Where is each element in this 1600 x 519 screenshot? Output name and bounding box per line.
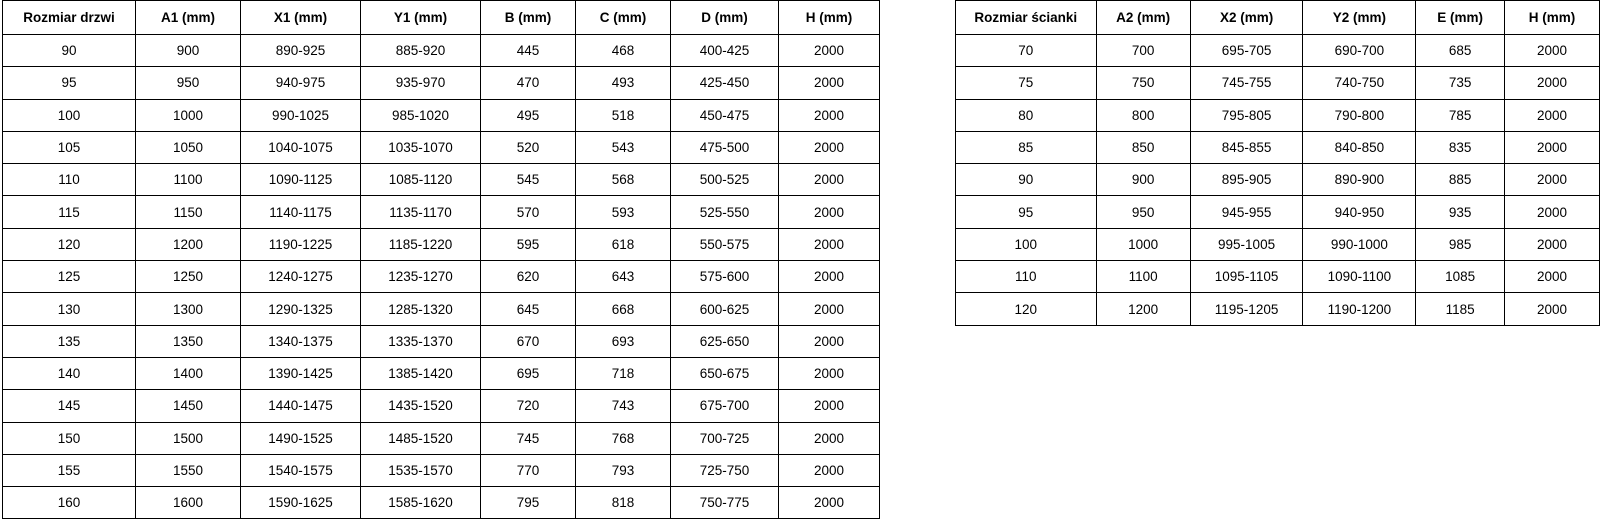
table-cell: 745-755 — [1190, 67, 1303, 99]
table-cell: 2000 — [1505, 228, 1600, 260]
table-row — [3, 390, 880, 422]
column-header-h: H (mm) — [1505, 1, 1600, 35]
table-row — [956, 131, 1600, 163]
table-cell: 2000 — [779, 228, 880, 260]
table-cell: 470 — [481, 67, 576, 99]
table-cell: 120 — [956, 293, 1097, 325]
table-row — [3, 487, 880, 519]
table-cell: 2000 — [779, 293, 880, 325]
table-cell: 940-975 — [241, 67, 361, 99]
walls-table-body — [956, 35, 1600, 326]
table-cell: 1235-1270 — [361, 261, 481, 293]
table-cell: 1440-1475 — [241, 390, 361, 422]
table-row — [3, 357, 880, 389]
table-cell: 475-500 — [671, 131, 779, 163]
table-cell: 105 — [3, 131, 136, 163]
table-cell: 1000 — [1096, 228, 1190, 260]
table-cell: 1090-1125 — [241, 164, 361, 196]
table-cell: 525-550 — [671, 196, 779, 228]
table-cell: 800 — [1096, 99, 1190, 131]
table-cell: 135 — [3, 325, 136, 357]
table-cell: 1185-1220 — [361, 228, 481, 260]
table-cell: 2000 — [779, 261, 880, 293]
table-cell: 620 — [481, 261, 576, 293]
column-header-e: E (mm) — [1416, 1, 1505, 35]
table-cell: 90 — [3, 35, 136, 67]
table-cell: 1390-1425 — [241, 357, 361, 389]
table-cell: 750-775 — [671, 487, 779, 519]
table-cell: 2000 — [779, 67, 880, 99]
table-header-row — [956, 1, 1600, 35]
table-cell: 110 — [3, 164, 136, 196]
table-cell: 950 — [136, 67, 241, 99]
table-row — [3, 35, 880, 67]
table-row — [3, 454, 880, 486]
table-cell: 985 — [1416, 228, 1505, 260]
column-header-d: D (mm) — [671, 1, 779, 35]
table-cell: 885 — [1416, 164, 1505, 196]
table-cell: 110 — [956, 261, 1097, 293]
table-cell: 720 — [481, 390, 576, 422]
table-cell: 495 — [481, 99, 576, 131]
table-row — [3, 196, 880, 228]
table-cell: 1485-1520 — [361, 422, 481, 454]
table-cell: 2000 — [779, 99, 880, 131]
table-cell: 1140-1175 — [241, 196, 361, 228]
table-cell: 935-970 — [361, 67, 481, 99]
table-cell: 2000 — [779, 325, 880, 357]
table-cell: 2000 — [779, 487, 880, 519]
table-cell: 795 — [481, 487, 576, 519]
table-cell: 450-475 — [671, 99, 779, 131]
table-row — [3, 422, 880, 454]
table-cell: 675-700 — [671, 390, 779, 422]
table-cell: 645 — [481, 293, 576, 325]
table-cell: 795-805 — [1190, 99, 1303, 131]
table-row — [3, 131, 880, 163]
table-cell: 790-800 — [1303, 99, 1416, 131]
table-cell: 2000 — [1505, 164, 1600, 196]
table-row — [956, 293, 1600, 325]
table-cell: 735 — [1416, 67, 1505, 99]
table-cell: 725-750 — [671, 454, 779, 486]
table-cell: 520 — [481, 131, 576, 163]
table-row — [956, 228, 1600, 260]
table-cell: 543 — [576, 131, 671, 163]
table-cell: 700-725 — [671, 422, 779, 454]
table-cell: 550-575 — [671, 228, 779, 260]
table-cell: 718 — [576, 357, 671, 389]
table-cell: 1590-1625 — [241, 487, 361, 519]
table-row — [956, 99, 1600, 131]
table-cell: 1190-1200 — [1303, 293, 1416, 325]
table-row — [3, 325, 880, 357]
table-cell: 1240-1275 — [241, 261, 361, 293]
table-cell: 643 — [576, 261, 671, 293]
table-row — [3, 293, 880, 325]
table-cell: 95 — [3, 67, 136, 99]
table-cell: 750 — [1096, 67, 1190, 99]
table-cell: 2000 — [779, 164, 880, 196]
table-cell: 1500 — [136, 422, 241, 454]
table-cell: 785 — [1416, 99, 1505, 131]
table-cell: 2000 — [1505, 196, 1600, 228]
table-cell: 100 — [3, 99, 136, 131]
table-cell: 2000 — [1505, 293, 1600, 325]
table-cell: 985-1020 — [361, 99, 481, 131]
table-cell: 1350 — [136, 325, 241, 357]
table-cell: 2000 — [1505, 99, 1600, 131]
table-cell: 840-850 — [1303, 131, 1416, 163]
table-row — [956, 261, 1600, 293]
table-cell: 1490-1525 — [241, 422, 361, 454]
column-header-c: C (mm) — [576, 1, 671, 35]
table-cell: 70 — [956, 35, 1097, 67]
table-cell: 75 — [956, 67, 1097, 99]
table-row — [956, 196, 1600, 228]
column-header-y1: Y1 (mm) — [361, 1, 481, 35]
table-cell: 1600 — [136, 487, 241, 519]
table-cell: 2000 — [779, 357, 880, 389]
doors-dimensions-table — [2, 0, 880, 519]
table-cell: 745 — [481, 422, 576, 454]
table-cell: 130 — [3, 293, 136, 325]
table-cell: 1385-1420 — [361, 357, 481, 389]
table-cell: 1290-1325 — [241, 293, 361, 325]
table-cell: 160 — [3, 487, 136, 519]
table-cell: 2000 — [779, 196, 880, 228]
table-header-row — [3, 1, 880, 35]
table-cell: 835 — [1416, 131, 1505, 163]
table-cell: 1185 — [1416, 293, 1505, 325]
table-cell: 1090-1100 — [1303, 261, 1416, 293]
table-cell: 95 — [956, 196, 1097, 228]
walls-table-header — [956, 1, 1600, 35]
table-cell: 400-425 — [671, 35, 779, 67]
table-cell: 445 — [481, 35, 576, 67]
table-cell: 618 — [576, 228, 671, 260]
table-cell: 85 — [956, 131, 1097, 163]
table-cell: 695-705 — [1190, 35, 1303, 67]
table-cell: 2000 — [1505, 131, 1600, 163]
table-cell: 1300 — [136, 293, 241, 325]
table-cell: 468 — [576, 35, 671, 67]
table-cell: 650-675 — [671, 357, 779, 389]
table-row — [3, 164, 880, 196]
table-cell: 700 — [1096, 35, 1190, 67]
column-header-h: H (mm) — [779, 1, 880, 35]
table-cell: 2000 — [779, 131, 880, 163]
table-cell: 1195-1205 — [1190, 293, 1303, 325]
table-cell: 1100 — [1096, 261, 1190, 293]
walls-dimensions-table — [955, 0, 1600, 326]
table-cell: 900 — [136, 35, 241, 67]
table-cell: 125 — [3, 261, 136, 293]
table-cell: 145 — [3, 390, 136, 422]
doors-table-body — [3, 35, 880, 519]
table-cell: 90 — [956, 164, 1097, 196]
table-cell: 885-920 — [361, 35, 481, 67]
table-cell: 768 — [576, 422, 671, 454]
table-cell: 600-625 — [671, 293, 779, 325]
table-cell: 940-950 — [1303, 196, 1416, 228]
table-cell: 1335-1370 — [361, 325, 481, 357]
column-header-x2: X2 (mm) — [1190, 1, 1303, 35]
table-cell: 120 — [3, 228, 136, 260]
column-header-b: B (mm) — [481, 1, 576, 35]
table-cell: 990-1025 — [241, 99, 361, 131]
table-cell: 595 — [481, 228, 576, 260]
table-cell: 1040-1075 — [241, 131, 361, 163]
table-cell: 995-1005 — [1190, 228, 1303, 260]
table-cell: 1035-1070 — [361, 131, 481, 163]
table-cell: 575-600 — [671, 261, 779, 293]
table-cell: 743 — [576, 390, 671, 422]
table-cell: 593 — [576, 196, 671, 228]
table-row — [956, 164, 1600, 196]
table-cell: 518 — [576, 99, 671, 131]
table-cell: 2000 — [1505, 67, 1600, 99]
table-cell: 818 — [576, 487, 671, 519]
table-cell: 845-855 — [1190, 131, 1303, 163]
table-cell: 155 — [3, 454, 136, 486]
table-cell: 2000 — [1505, 261, 1600, 293]
column-header-rozmiar-scianki: Rozmiar ścianki — [956, 1, 1097, 35]
table-cell: 100 — [956, 228, 1097, 260]
column-header-a1: A1 (mm) — [136, 1, 241, 35]
table-cell: 850 — [1096, 131, 1190, 163]
column-header-y2: Y2 (mm) — [1303, 1, 1416, 35]
table-cell: 1285-1320 — [361, 293, 481, 325]
table-cell: 150 — [3, 422, 136, 454]
table-cell: 80 — [956, 99, 1097, 131]
table-cell: 1400 — [136, 357, 241, 389]
table-cell: 1450 — [136, 390, 241, 422]
table-cell: 568 — [576, 164, 671, 196]
table-row — [956, 35, 1600, 67]
table-cell: 2000 — [779, 390, 880, 422]
table-cell: 570 — [481, 196, 576, 228]
table-cell: 695 — [481, 357, 576, 389]
table-cell: 1095-1105 — [1190, 261, 1303, 293]
table-cell: 1340-1375 — [241, 325, 361, 357]
walls-dimensions-table-container — [955, 0, 1600, 326]
table-cell: 668 — [576, 293, 671, 325]
table-cell: 1085-1120 — [361, 164, 481, 196]
table-cell: 890-925 — [241, 35, 361, 67]
table-cell: 1540-1575 — [241, 454, 361, 486]
table-cell: 890-900 — [1303, 164, 1416, 196]
table-cell: 2000 — [779, 454, 880, 486]
table-cell: 2000 — [1505, 35, 1600, 67]
table-row — [3, 67, 880, 99]
table-cell: 1200 — [1096, 293, 1190, 325]
table-cell: 685 — [1416, 35, 1505, 67]
table-cell: 1150 — [136, 196, 241, 228]
table-cell: 500-525 — [671, 164, 779, 196]
table-cell: 493 — [576, 67, 671, 99]
table-cell: 2000 — [779, 422, 880, 454]
table-cell: 1190-1225 — [241, 228, 361, 260]
table-row — [3, 228, 880, 260]
table-cell: 895-905 — [1190, 164, 1303, 196]
doors-dimensions-table-container — [2, 0, 880, 519]
table-cell: 115 — [3, 196, 136, 228]
table-cell: 545 — [481, 164, 576, 196]
table-cell: 900 — [1096, 164, 1190, 196]
table-cell: 425-450 — [671, 67, 779, 99]
table-cell: 1085 — [1416, 261, 1505, 293]
table-cell: 1135-1170 — [361, 196, 481, 228]
table-cell: 1100 — [136, 164, 241, 196]
column-header-x1: X1 (mm) — [241, 1, 361, 35]
table-cell: 740-750 — [1303, 67, 1416, 99]
doors-table-header — [3, 1, 880, 35]
table-cell: 625-650 — [671, 325, 779, 357]
column-header-rozmiar-drzwi: Rozmiar drzwi — [3, 1, 136, 35]
table-row — [956, 67, 1600, 99]
table-row — [3, 261, 880, 293]
table-row — [3, 99, 880, 131]
table-cell: 690-700 — [1303, 35, 1416, 67]
table-cell: 945-955 — [1190, 196, 1303, 228]
table-cell: 1435-1520 — [361, 390, 481, 422]
table-cell: 1550 — [136, 454, 241, 486]
table-cell: 990-1000 — [1303, 228, 1416, 260]
column-header-a2: A2 (mm) — [1096, 1, 1190, 35]
table-cell: 1585-1620 — [361, 487, 481, 519]
table-cell: 1535-1570 — [361, 454, 481, 486]
table-cell: 1000 — [136, 99, 241, 131]
table-cell: 1200 — [136, 228, 241, 260]
table-cell: 1250 — [136, 261, 241, 293]
table-cell: 935 — [1416, 196, 1505, 228]
table-cell: 950 — [1096, 196, 1190, 228]
table-cell: 670 — [481, 325, 576, 357]
table-cell: 793 — [576, 454, 671, 486]
table-cell: 140 — [3, 357, 136, 389]
table-cell: 770 — [481, 454, 576, 486]
table-cell: 1050 — [136, 131, 241, 163]
table-cell: 693 — [576, 325, 671, 357]
table-cell: 2000 — [779, 35, 880, 67]
